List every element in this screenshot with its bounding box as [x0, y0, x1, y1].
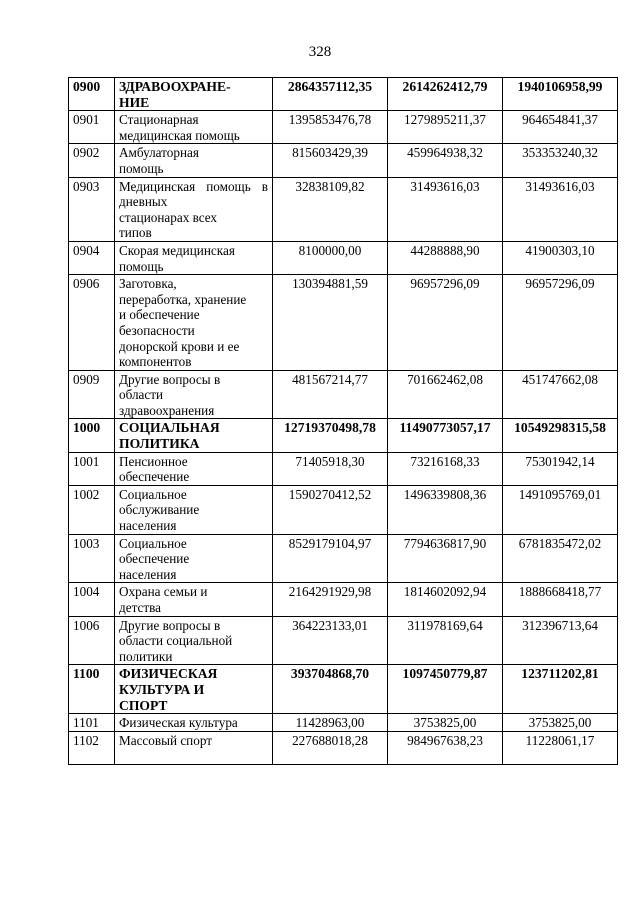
row-name-line: ФИЗИЧЕСКАЯ: [119, 666, 218, 682]
row-code: 0909: [69, 370, 115, 419]
row-name: [115, 616, 273, 665]
row-value-1: 227688018,28: [273, 731, 388, 764]
row-value-3: 10549298315,58: [503, 419, 618, 452]
row-name-line: Массовый спорт: [119, 732, 213, 748]
table-row: [69, 177, 618, 241]
row-code: 1001: [69, 452, 115, 485]
row-code: 1003: [69, 534, 115, 583]
row-name-line: обеспечение: [119, 551, 190, 567]
row-value-2: 701662462,08: [388, 370, 503, 419]
row-name: [115, 419, 273, 452]
row-value-2: 96957296,09: [388, 275, 503, 371]
row-name: [115, 714, 273, 732]
row-name-line: Другие вопросы в: [119, 617, 221, 633]
row-value-1: 130394881,59: [273, 275, 388, 371]
row-value-2: 2614262412,79: [388, 78, 503, 111]
row-name-line: населения: [119, 566, 177, 582]
row-value-2: 1814602092,94: [388, 583, 503, 616]
row-value-3: 41900303,10: [503, 241, 618, 274]
row-value-1: 8100000,00: [273, 241, 388, 274]
row-name-line: типов: [119, 225, 152, 241]
row-name-line: здравоохранения: [119, 402, 215, 418]
row-value-1: 32838109,82: [273, 177, 388, 241]
row-value-1: 8529179104,97: [273, 534, 388, 583]
row-name-line: Физическая культура: [119, 715, 238, 731]
table-row: [69, 485, 618, 534]
row-name: [115, 583, 273, 616]
row-name-line: [119, 748, 268, 764]
row-name-line: переработка, хранение: [119, 291, 247, 307]
row-code: 1004: [69, 583, 115, 616]
row-name-line: донорской крови и ее: [119, 338, 240, 354]
row-code: 1002: [69, 485, 115, 534]
row-value-1: 1395853476,78: [273, 111, 388, 144]
table-row: [69, 616, 618, 665]
row-name-line: компонентов: [119, 354, 192, 370]
row-value-3: 312396713,64: [503, 616, 618, 665]
row-name-line: ЗДРАВООХРАНЕ-: [119, 79, 231, 94]
row-value-2: 44288888,90: [388, 241, 503, 274]
row-name-line: НИЕ: [119, 94, 150, 110]
table-row: [69, 275, 618, 371]
row-name: [115, 177, 273, 241]
row-value-1: 364223133,01: [273, 616, 388, 665]
row-value-3: 3753825,00: [503, 714, 618, 732]
row-value-1: 1590270412,52: [273, 485, 388, 534]
row-name-line: населения: [119, 518, 177, 534]
row-value-3: 1940106958,99: [503, 78, 618, 111]
row-name-line: безопасности: [119, 322, 195, 338]
row-value-1: 2164291929,98: [273, 583, 388, 616]
row-name: [115, 731, 273, 764]
row-value-1: 481567214,77: [273, 370, 388, 419]
row-value-1: 2864357112,35: [273, 78, 388, 111]
row-value-1: 71405918,30: [273, 452, 388, 485]
row-name-line: помощь: [119, 160, 164, 176]
row-code: 1006: [69, 616, 115, 665]
row-name-line: детства: [119, 600, 162, 615]
row-name: [115, 241, 273, 274]
row-value-3: 11228061,17: [503, 731, 618, 764]
row-value-3: 1491095769,01: [503, 485, 618, 534]
section-row: [69, 78, 618, 111]
row-value-2: 73216168,33: [388, 452, 503, 485]
row-value-1: 11428963,00: [273, 714, 388, 732]
row-value-2: 1496339808,36: [388, 485, 503, 534]
row-name-line: СОЦИАЛЬНАЯ: [119, 420, 220, 436]
row-code: 1101: [69, 714, 115, 732]
row-value-3: 451747662,08: [503, 370, 618, 419]
row-name: [115, 452, 273, 485]
row-name-line: Стационарная: [119, 112, 199, 128]
row-value-3: 6781835472,02: [503, 534, 618, 583]
row-name-line: обеспечение: [119, 469, 190, 485]
row-value-3: 96957296,09: [503, 275, 618, 371]
row-name-line: Заготовка,: [119, 276, 177, 292]
row-code: 0904: [69, 241, 115, 274]
table-row: [69, 144, 618, 177]
row-name: [115, 370, 273, 419]
row-name: [115, 665, 273, 714]
row-value-2: 459964938,32: [388, 144, 503, 177]
table-row: [69, 452, 618, 485]
row-name-line: Охрана семьи и: [119, 584, 208, 600]
row-name-line: СПОРТ: [119, 697, 168, 713]
section-row: [69, 665, 618, 714]
row-code: 0902: [69, 144, 115, 177]
budget-table: [68, 77, 618, 765]
row-value-3: 964654841,37: [503, 111, 618, 144]
row-value-2: 311978169,64: [388, 616, 503, 665]
row-name: [115, 111, 273, 144]
row-name: [115, 144, 273, 177]
row-value-2: 984967638,23: [388, 731, 503, 764]
table-row: [69, 731, 618, 764]
row-value-2: 11490773057,17: [388, 419, 503, 452]
row-name-line: области социальной: [119, 633, 233, 649]
row-name-line: обслуживание: [119, 502, 200, 518]
row-value-3: 31493616,03: [503, 177, 618, 241]
row-name-line: КУЛЬТУРА И: [119, 681, 205, 697]
row-name-line: Медицинская помощь в дневных: [119, 178, 268, 210]
row-code: 0903: [69, 177, 115, 241]
row-code: 0901: [69, 111, 115, 144]
row-value-3: 123711202,81: [503, 665, 618, 714]
row-name-line: Амбулаторная: [119, 145, 199, 161]
table-row: [69, 583, 618, 616]
row-value-3: 1888668418,77: [503, 583, 618, 616]
row-name-line: Социальное: [119, 486, 187, 502]
row-name-line: медицинская помощь: [119, 127, 240, 143]
table-row: [69, 534, 618, 583]
row-value-3: 353353240,32: [503, 144, 618, 177]
row-name: [115, 275, 273, 371]
row-name-line: Скорая медицинская: [119, 242, 235, 258]
row-value-2: 1097450779,87: [388, 665, 503, 714]
row-value-2: 31493616,03: [388, 177, 503, 241]
row-name: [115, 78, 273, 111]
table-row: [69, 241, 618, 274]
row-code: 1100: [69, 665, 115, 714]
table-row: [69, 370, 618, 419]
row-value-2: 3753825,00: [388, 714, 503, 732]
row-name-line: помощь: [119, 258, 164, 274]
page-number: 328: [308, 44, 332, 60]
row-value-3: 75301942,14: [503, 452, 618, 485]
section-row: [69, 419, 618, 452]
row-name: [115, 534, 273, 583]
row-value-1: 393704868,70: [273, 665, 388, 714]
table-row: [69, 111, 618, 144]
row-value-1: 12719370498,78: [273, 419, 388, 452]
row-name-line: Пенсионное: [119, 453, 188, 469]
row-code: 0906: [69, 275, 115, 371]
row-value-2: 7794636817,90: [388, 534, 503, 583]
row-name-line: области: [119, 387, 164, 403]
row-name-line: Социальное: [119, 535, 187, 551]
row-name-line: и обеспечение: [119, 307, 200, 323]
row-code: 1000: [69, 419, 115, 452]
table-row: [69, 714, 618, 732]
row-value-1: 815603429,39: [273, 144, 388, 177]
row-name: [115, 485, 273, 534]
row-name-line: стационарах всех: [119, 209, 218, 225]
budget-table-body: [69, 78, 618, 765]
row-name-line: ПОЛИТИКА: [119, 436, 200, 452]
row-value-2: 1279895211,37: [388, 111, 503, 144]
row-name-line: Другие вопросы в: [119, 371, 221, 387]
row-name-line: политики: [119, 648, 173, 664]
row-code: 0900: [69, 78, 115, 111]
row-code: 1102: [69, 731, 115, 764]
